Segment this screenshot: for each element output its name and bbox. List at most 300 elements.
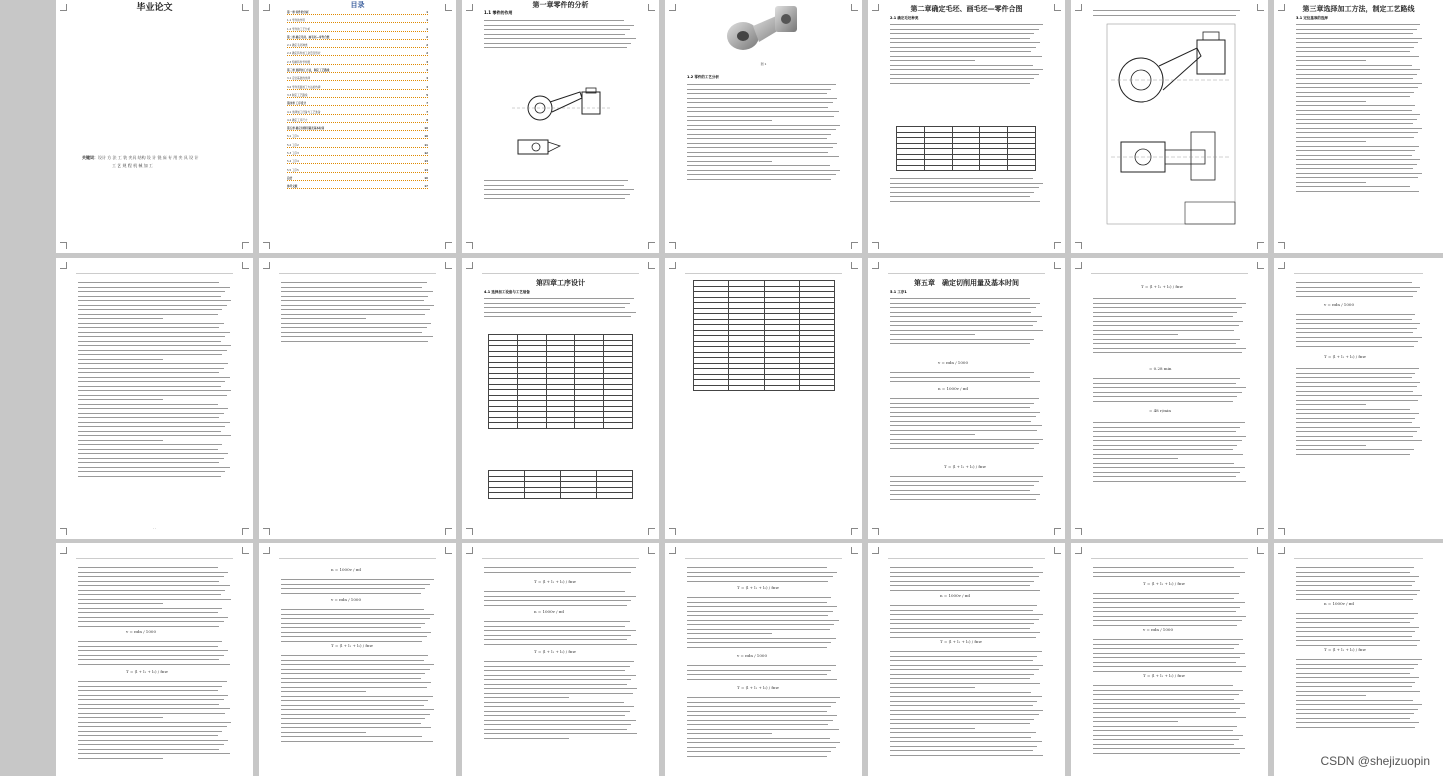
text-line [1093,593,1239,594]
toc-entry[interactable] [287,58,428,65]
text-line [1296,92,1414,93]
toc-entry[interactable] [287,41,428,48]
equation-t8: T = (l + l₁ + l₂) / fnw [737,585,779,590]
text-line [687,670,831,671]
page-thumb-16[interactable] [259,543,456,776]
text-line [1093,735,1243,736]
text-line [484,706,634,707]
text-line [687,615,828,616]
page-thumb-drawing[interactable] [1071,0,1268,253]
text-line [890,590,1040,591]
text-line [1296,572,1410,573]
toc-entry[interactable] [287,124,428,131]
text-line [1296,395,1422,396]
ch5-heading: 第五章 确定切削用量及基本时间 [914,279,1019,287]
toc-entry[interactable] [287,108,428,115]
text-line [687,711,827,712]
text-line [484,312,636,313]
text-line [1296,627,1419,628]
part-drawing-figure [512,80,612,170]
text-line [281,314,425,315]
text-line [484,626,625,627]
text-line [484,567,636,568]
text-line [484,596,636,597]
text-line [687,638,836,639]
text-line [1296,150,1415,151]
toc-entry[interactable] [287,66,428,73]
text-line [281,614,434,615]
toc-entry-page: 2 [426,35,428,39]
text-line [1296,191,1419,192]
text-line [890,610,1033,611]
text-line [484,729,627,730]
text-line [687,102,833,103]
text-line [890,719,1034,720]
toc-entry-text: 3.2 零件表面加工方法的选择 [287,85,321,89]
text-line [1093,325,1239,326]
toc-entry[interactable] [287,16,428,23]
text-line [281,287,422,288]
size-table [488,470,633,499]
text-line [890,178,1033,179]
text-line [1296,631,1415,632]
text-line [890,60,975,61]
text-line [78,359,163,360]
text-line [890,614,1043,615]
toc-entry-page: 7 [426,102,428,106]
text-line [78,476,221,477]
text-line [1093,685,1233,686]
toc-entry-page: 17 [424,185,428,189]
text-line [687,581,828,582]
text-line [687,597,831,598]
text-line [1296,332,1413,333]
text-line [1296,182,1366,183]
text-line [78,341,221,342]
toc-entry-text: 第五章 确定切削用量及基本时间 [287,127,325,131]
text-line [1296,47,1414,48]
text-line [484,600,631,601]
page-thumb-18[interactable] [665,543,862,776]
text-line [1296,282,1412,283]
text-line [890,316,1042,317]
text-line [78,314,218,315]
toc-entry[interactable] [287,25,428,32]
page-thumb-21[interactable] [1274,543,1443,776]
text-line [281,327,427,328]
text-line [78,612,218,613]
text-line [78,363,228,364]
text-line [1296,65,1412,66]
toc-entry[interactable] [287,174,428,181]
equation-n5: n = 1000v / πd [1324,601,1354,606]
equation-t11: T = (l + l₁ + l₂) / fnw [1143,581,1185,586]
ch2-heading: 第二章确定毛坯、画毛坯—零件合图 [910,5,1023,13]
text-line [281,336,433,337]
text-line [484,25,634,26]
page-thumb-13[interactable] [1071,258,1268,539]
ch1-heading: 第一章零件的分析 [532,1,589,9]
text-line [890,485,1034,486]
text-line [687,733,772,734]
text-line [890,605,1037,606]
page-thumb-14[interactable] [1274,258,1443,539]
text-line [1093,396,1237,397]
text-line [78,617,228,618]
text-line [890,330,1043,331]
text-line [484,316,631,317]
page-thumb-19[interactable] [868,543,1065,776]
text-line [1296,664,1418,665]
toc-entry-text: 3.3 制定工艺路线 [287,93,308,97]
text-line [78,372,219,373]
toc-entry-page: 4 [426,77,428,81]
toc-entry-page: 1 [426,27,428,31]
text-line [687,143,837,144]
text-line [890,407,1030,408]
page-thumb-ch2[interactable] [868,0,1065,253]
page-thumb-20[interactable] [1071,543,1268,776]
text-line [78,603,163,604]
text-line [484,605,627,606]
text-line [484,635,631,636]
toc-entry-page: 10 [424,127,428,131]
text-line [281,309,430,310]
text-line [78,585,230,586]
toc-entry-text: 2.1 确定毛坯种类 [287,44,308,48]
page-thumb-17[interactable] [462,543,659,776]
blank-drawing-figure [1101,22,1241,232]
toc-entry[interactable] [287,141,428,148]
text-line [890,619,1039,620]
text-line [78,681,227,682]
equation-t4: T = (l + l₁ + l₂) / fnw [126,669,168,674]
text-line [281,718,425,719]
text-line [1296,718,1410,719]
toc-entry[interactable] [287,33,428,40]
toc-entry-page: 11 [424,143,428,147]
text-line [890,728,975,729]
text-line [484,679,631,680]
page-thumb-table[interactable] [665,258,862,539]
csdn-watermark: CSDN @shejizuopin [1320,754,1430,768]
text-line [890,307,1036,308]
text-line [1296,155,1412,156]
text-line [78,576,224,577]
equation-n2: n = 1000v / πd [331,567,361,572]
text-line [687,674,827,675]
toc-entry[interactable] [287,116,428,123]
toc-entry[interactable] [287,149,428,156]
toc-entry-text: 5.3 工序3 [287,152,299,156]
page-thumb-ch4[interactable] [462,258,659,539]
text-line [78,354,222,355]
equation-v5: v = πdn / 1000 [737,653,767,658]
text-line [1296,695,1366,696]
text-line [281,609,424,610]
page-thumb-ch3[interactable] [1274,0,1443,253]
text-line [890,572,1043,573]
text-line [281,669,430,670]
text-line [78,336,225,337]
text-line [1093,572,1245,573]
toc-entry[interactable] [287,91,428,98]
text-line [890,443,1039,444]
text-line [484,693,633,694]
text-line [484,29,630,30]
text-line [1296,581,1415,582]
text-line [687,629,830,630]
text-line [1093,343,1236,344]
text-line [890,398,1039,399]
text-line [1093,440,1242,441]
text-line [78,735,218,736]
text-line [281,623,425,624]
text-line [78,309,222,310]
text-line [78,626,219,627]
equation-n3: n = 1000v / πd [534,609,564,614]
text-line [1296,78,1413,79]
text-line [1093,298,1236,299]
page-thumb-8[interactable]: - - [56,258,253,539]
equation-val-a: = 0.28 min [1149,366,1172,371]
text-line [687,152,828,153]
text-line [687,665,836,666]
text-line [1296,613,1418,614]
text-line [1296,445,1366,446]
text-line [890,481,1039,482]
text-line [890,29,1039,30]
text-line [687,161,772,162]
text-line [484,572,631,573]
text-line [78,453,228,454]
text-line [78,572,228,573]
toc-entry-text: 4.2 确定工序尺寸 [287,118,308,122]
text-line [281,641,422,642]
text-line [78,471,225,472]
text-line [1296,96,1410,97]
text-line [78,368,224,369]
text-line [1296,377,1412,378]
text-line [1296,24,1420,25]
text-line [1093,307,1242,308]
text-line [687,738,830,739]
text-line [484,644,637,645]
text-line [1093,598,1234,599]
equation-v3: v = πdn / 1000 [126,629,156,634]
text-line [890,430,1037,431]
text-line [890,69,1043,70]
text-line [890,377,1030,378]
text-line [890,674,1034,675]
text-line [890,187,1039,188]
text-line [1296,682,1415,683]
text-line [1296,668,1414,669]
toc-entry[interactable] [287,166,428,173]
text-line [78,390,231,391]
text-line [281,736,422,737]
page-thumb-9[interactable] [259,258,456,539]
text-line [281,627,421,628]
text-line [1296,427,1420,428]
page-thumb-figure[interactable] [665,0,862,253]
text-line [78,753,230,754]
text-line [1296,440,1422,441]
text-line [1296,659,1422,660]
text-line [1093,387,1246,388]
allowance-table [896,126,1036,171]
text-line [1296,368,1419,369]
page-thumb-ch1[interactable] [462,0,659,253]
page-thumb-cover[interactable] [56,0,253,253]
text-line [78,713,225,714]
text-line [1296,409,1410,410]
text-line [1093,576,1240,577]
text-line [78,345,231,346]
text-line [687,567,827,568]
page-thumb-ch5[interactable] [868,258,1065,539]
text-line [1093,662,1236,663]
text-line [1296,296,1413,297]
text-line [281,323,431,324]
text-line [78,399,163,400]
text-line [484,702,624,703]
ch4-heading: 第四章工序设计 [536,279,585,287]
text-line [78,646,218,647]
text-line [1296,404,1366,405]
text-line [78,395,227,396]
text-line [484,189,634,190]
text-line [78,386,221,387]
text-line [687,724,828,725]
page-thumb-15[interactable] [56,543,253,776]
equation-t12: T = (l + l₁ + l₂) / fnw [1143,673,1185,678]
text-line [687,611,833,612]
text-line [78,296,221,297]
text-line [890,24,1043,25]
text-line [78,686,222,687]
equation-t6: T = (l + l₁ + l₂) / fnw [534,579,576,584]
text-line [890,78,1034,79]
text-line [1296,576,1419,577]
text-line [1093,472,1240,473]
text-line [1093,648,1234,649]
text-line [687,156,839,157]
text-line [78,594,221,595]
text-line [1093,644,1239,645]
toc-entry[interactable] [287,74,428,81]
text-line [1093,712,1236,713]
toc-entry[interactable] [287,49,428,56]
text-line [281,673,425,674]
text-line [1296,391,1413,392]
text-line [890,628,1030,629]
text-line [281,636,427,637]
text-line [890,325,1033,326]
text-line [1296,159,1420,160]
text-line [1296,186,1410,187]
text-line [78,431,221,432]
equation-t2: T = (l + l₁ + l₂) / fnw [1141,284,1183,289]
text-line [78,458,224,459]
page-thumb-toc[interactable] [259,0,456,253]
text-line [281,732,366,733]
toc-entry-page: 3 [426,60,428,64]
toc-entry[interactable] [287,99,428,106]
text-line [1093,671,1242,672]
text-line [890,192,1034,193]
toc-entry-page: 2 [426,44,428,48]
text-line [1093,15,1236,16]
text-line [484,684,627,685]
text-line [1093,694,1239,695]
text-line [484,34,625,35]
toc-entry-page: 10 [424,135,428,139]
text-line [1093,721,1178,722]
text-line [1296,346,1414,347]
text-line [687,576,833,577]
text-line [78,621,224,622]
text-line [78,704,219,705]
text-line [1093,607,1240,608]
text-line [890,381,1040,382]
toc-entry[interactable] [287,83,428,90]
ch1-s1: 1.1 零件的作用 [484,10,513,15]
text-line [890,710,1043,711]
text-line [78,717,163,718]
text-line [1296,177,1418,178]
toc-entry[interactable] [287,132,428,139]
toc-entry-text: 第二章 确定毛坯、画毛坯—零件合图 [287,35,330,39]
text-line [78,744,224,745]
text-line [1093,616,1246,617]
text-line [484,194,630,195]
text-line [687,125,840,126]
text-line [78,567,218,568]
text-line [78,740,228,741]
text-line [890,74,1039,75]
text-line [78,305,227,306]
equation-t7: T = (l + l₁ + l₂) / fnw [534,649,576,654]
text-line [890,714,1039,715]
text-line [1296,567,1414,568]
text-line [78,726,227,727]
text-line [890,637,1036,638]
text-line [1296,590,1420,591]
text-line [890,65,1033,66]
text-line [281,664,434,665]
toc-entry-text: 5.2 工序2 [287,143,299,147]
toc-entry[interactable] [287,8,428,15]
toc-entry[interactable] [287,157,428,164]
text-line [1093,657,1240,658]
text-line [78,590,225,591]
text-line [1296,722,1419,723]
ch1-s2: 1.2 零件的工艺分析 [687,75,719,79]
text-line [78,377,230,378]
text-line [281,705,424,706]
text-line [890,38,1030,39]
text-line [281,579,434,580]
text-line [890,683,1040,684]
text-line [890,83,1030,84]
text-line [1093,611,1236,612]
text-line [1093,383,1236,384]
text-line [890,412,1040,413]
text-line [1296,413,1419,414]
toc-entry[interactable] [287,182,428,189]
text-line [890,56,1042,57]
